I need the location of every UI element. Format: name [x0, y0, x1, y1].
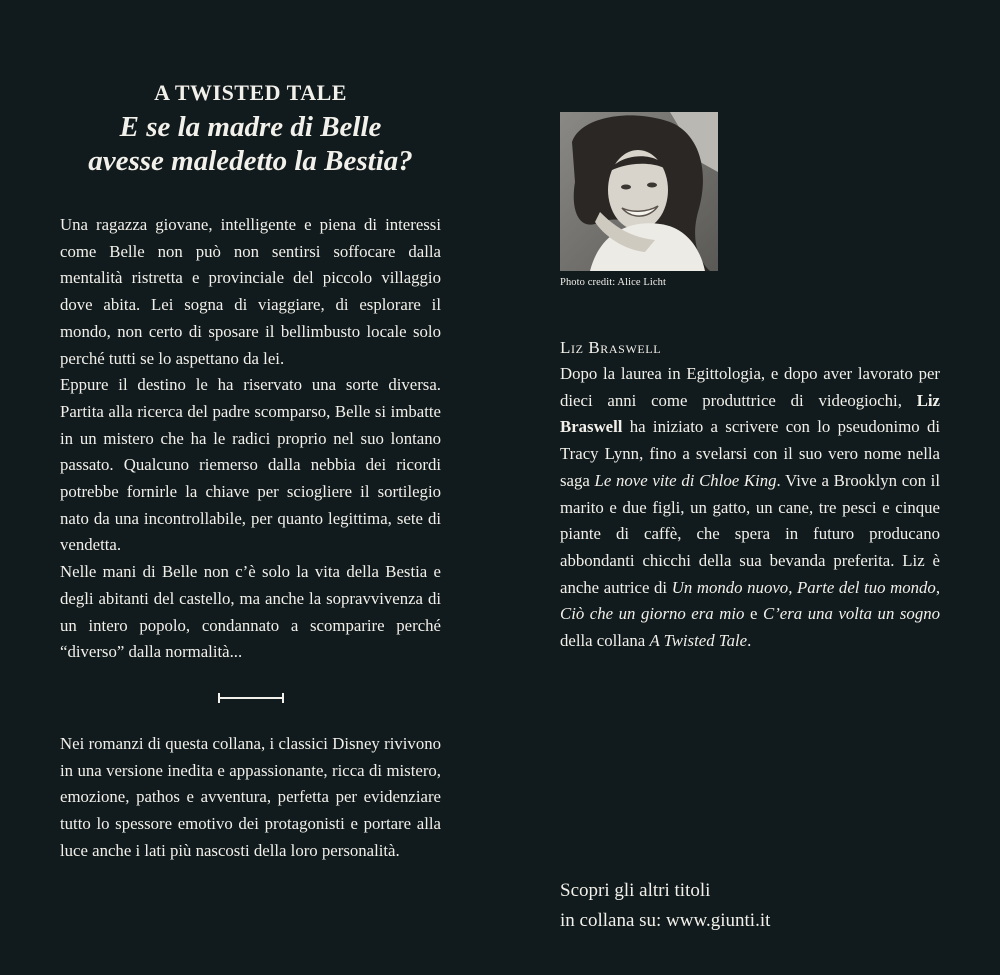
series-description: Nei romanzi di questa collana, i classici Disney rivivono in una versione inedita e appassionante, ricca di mistero, emozione, pathos e avventura, perfetta per evidenziare tutto lo spessore emotivo dei protagonisti e portare alla luce anche i lati più nascosti della loro personalità.	[60, 733, 441, 860]
subtitle-line-2: avesse maledetto la Bestia?	[88, 145, 413, 177]
right-column	[560, 112, 940, 655]
book-blurb	[60, 212, 441, 666]
subtitle-line-1: E se la madre di Belle	[119, 111, 382, 143]
blurb-paragraph-2: Eppure il destino le ha riservato una sorte diversa. Partita alla ricerca del padre scomparso, Belle si imbatte in un mistero che ha le radici proprio nel suo lontano passato. Qualcuno riemerso dalla nebbia dei ricordi potrebbe fornirle la chiave per sciogliere il sortilegio nato da una incontrollabile, per quanto legittima, sete di vendetta.	[60, 375, 441, 555]
series-name: A Twisted Tale	[649, 631, 748, 651]
more-titles-note	[560, 876, 770, 936]
author-name: Liz Braswell	[560, 338, 662, 357]
book-title: C’era una volta un sogno	[763, 604, 940, 624]
book-title: Un mondo nuovo	[671, 577, 789, 597]
blurb-paragraph-3: Nelle mani di Belle non c’è solo la vita della Bestia e degli abitanti del castello, ma anche la sopravvivenza di un intero popolo, condannato a scomparire perché “diverso” dalla normalità...	[60, 562, 441, 662]
photo-credit: Photo credit: Alice Licht	[560, 277, 667, 288]
section-divider	[218, 693, 284, 702]
book-title: Le nove vite di Chloe King	[594, 470, 777, 490]
left-column	[60, 78, 441, 864]
blurb-paragraph-1: Una ragazza giovane, intelligente e piena di interessi come Belle non può non sentirsi soffocare dalla mentalità ristretta e provinciale del piccolo villaggio dove abita. Lei sogna di viaggiare, di esplorare il mondo, non certo di sposare il bellimbusto locale solo perché tutti se lo aspettano da lei.	[60, 215, 441, 368]
more-titles-line-2: in collana su: www.giunti.it	[560, 910, 771, 931]
book-subtitle	[60, 110, 441, 178]
book-title: Ciò che un giorno era mio	[560, 604, 745, 624]
author-name-bold: Liz Braswell	[560, 390, 940, 437]
more-titles-line-1: Scopri gli altri titoli	[560, 880, 711, 901]
book-title: Parte del tuo mondo	[797, 577, 936, 597]
series-title: A TWISTED TALE	[154, 80, 347, 105]
author-photo	[560, 112, 718, 271]
author-bio: Dopo la laurea in Egittologia, e dopo aver lavorato per dieci anni come produttrice di videogiochi, Liz Braswell ha iniziato a scrivere con lo pseudonimo di Tracy Lynn, fino a svelarsi con il suo vero nome nella saga Le nove vite di Chloe King. Vive a Brooklyn con il marito e due figli, un gatto, un cane, tre pesci e cinque piante di caffè, che spera in futuro producano abbondanti chicchi della sua bevanda preferita. Liz è anche autrice di Un mondo nuovo, Parte del tuo mondo, Ciò che un giorno era mio e C’era una volta un sogno della collana A Twisted Tale.	[560, 364, 941, 651]
